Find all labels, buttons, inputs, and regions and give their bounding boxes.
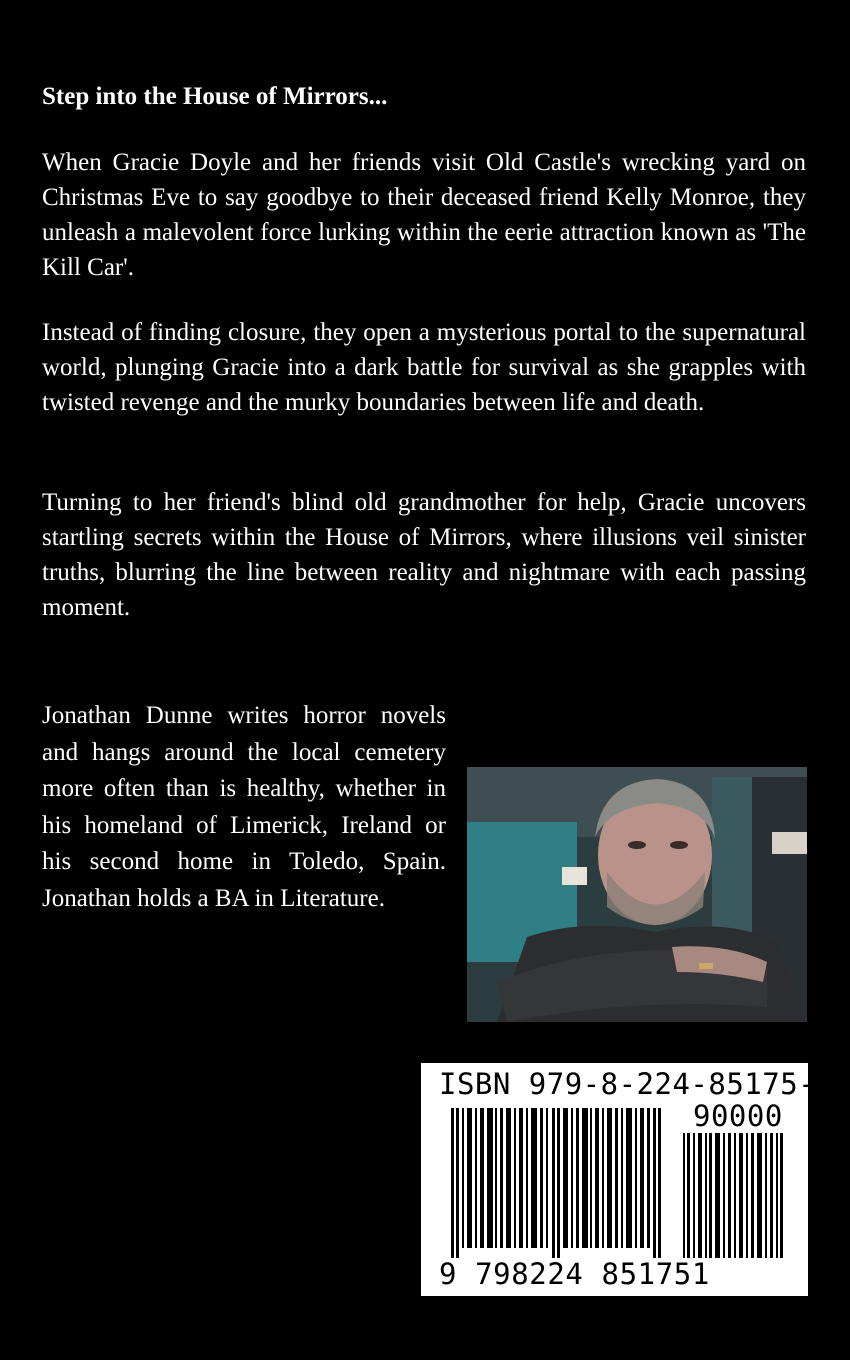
blurb-paragraph-2: Instead of finding closure, they open a mysterious portal to the supernatural world, plunging Gracie into a dark battle for survival as she grapples with twisted revenge and the murky boundaries between life and death. — [42, 319, 806, 416]
isbn-barcode — [421, 1063, 835, 1296]
price-barcode-bars — [683, 1133, 783, 1258]
isbn-label: ISBN 979-8-224-85175-1 — [439, 1067, 835, 1101]
author-photo — [467, 767, 807, 1022]
ean-barcode-bars — [451, 1108, 666, 1258]
barcode-digits: 9 798224 851751 — [439, 1257, 710, 1291]
author-bio: Jonathan Dunne writes horror novels and hangs around the local cemetery more often than is healthy, whether in his homeland of Limerick, Ireland or his second home in Toledo, Spain. Jonathan holds a BA in Literature. — [42, 702, 446, 912]
blurb-heading: Step into the House of Mirrors... — [42, 83, 388, 110]
author-portrait-image — [467, 767, 807, 1022]
price-code: 90000 — [693, 1099, 783, 1133]
blurb-paragraph-1: When Gracie Doyle and her friends visit Old Castle's wrecking yard on Christmas Eve to say goodbye to their deceased friend Kelly Monroe, they unleash a malevolent force lurking within the eerie attraction known as 'The Kill Car'. — [42, 149, 806, 281]
blurb-paragraph-3: Turning to her friend's blind old grandmother for help, Gracie uncovers startling secrets within the House of Mirrors, where illusions veil sinister truths, blurring the line between reality and nightmare with each passing moment. — [42, 489, 806, 621]
